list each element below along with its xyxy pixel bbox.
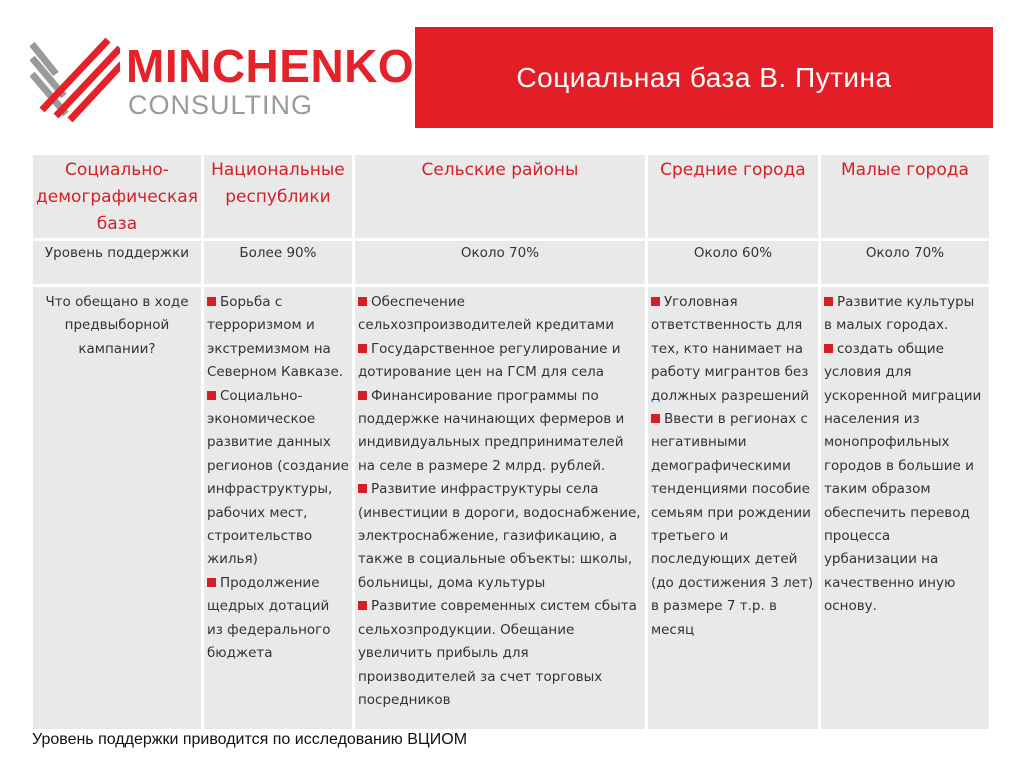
footnote: Уровень поддержки приводится по исследованию ВЦИОМ <box>32 731 468 748</box>
title-banner <box>415 27 993 128</box>
promise-item: Развитие культуры в малых городах. <box>823 294 975 334</box>
support-table <box>30 152 992 732</box>
support-level-label: Уровень поддержки <box>33 241 201 284</box>
header-medium: Средние города <box>648 155 818 238</box>
bullet-icon <box>207 297 216 306</box>
promise-item: Государственное регулирование и дотирование цен на ГСМ для села <box>357 340 621 381</box>
promise-item: Обеспечение сельхозпроизводителей кредитами <box>357 294 615 334</box>
header-small: Малые города <box>821 155 989 238</box>
logo-brand-text: MINCHENKO <box>126 40 415 92</box>
company-logo <box>30 34 415 124</box>
header-category: Социально-демографическая база <box>33 155 201 238</box>
promises-rural <box>355 287 645 729</box>
promise-item: Уголовная ответственность для тех, кто нанимает на работу мигрантов без должных разрешений <box>650 294 810 404</box>
support-level-rural: Около 70% <box>355 241 645 284</box>
bullet-icon <box>651 297 660 306</box>
promise-item: Социально-экономическое развитие данных регионов (создание инфраструктуры, рабочих мест, строительство жилья) <box>206 387 349 568</box>
promise-item: Продолжение щедрых дотаций из федерального бюджета <box>206 574 331 662</box>
promise-item: Борьба с терроризмом и экстремизмом на Северном Кавказе. <box>206 294 344 381</box>
bullet-icon <box>207 391 216 400</box>
bullet-icon <box>207 578 216 587</box>
logo-stripes-icon <box>30 34 120 124</box>
header-national: Национальные республики <box>204 155 352 238</box>
support-level-row <box>33 241 989 284</box>
bullet-icon <box>358 344 367 353</box>
page-title: Социальная база В. Путина <box>516 61 892 93</box>
bullet-icon <box>358 297 367 306</box>
bullet-icon <box>358 601 367 610</box>
promises-medium <box>648 287 818 729</box>
promise-item: Развитие современных систем сбыта сельхозпродукции. Обещание увеличить прибыль для производителей за счет торговых посредников <box>357 598 637 708</box>
support-level-national: Более 90% <box>204 241 352 284</box>
bullet-icon <box>358 391 367 400</box>
table-header-row <box>33 155 989 238</box>
promise-item: создать общие условия для ускоренной миграции населения из монопрофильных городов в большие и таким образом обеспечить перевод процесса урбанизации на качественно иную основу. <box>823 340 982 615</box>
promise-item: Ввести в регионах с негативными демографическими тенденциями пособие семьям при рождении третьего и последующих детей (до достижения 3 лет) в размере 7 т.р. в месяц <box>650 411 814 638</box>
support-level-small: Около 70% <box>821 241 989 284</box>
bullet-icon <box>824 297 833 306</box>
promise-item: Финансирование программы по поддержке начинающих фермеров и индивидуальных предпринимателей на селе в размере 2 млрд. рублей. <box>357 387 625 474</box>
bullet-icon <box>358 484 367 493</box>
promises-row <box>33 287 989 729</box>
bullet-icon <box>651 414 660 423</box>
promises-national <box>204 287 352 729</box>
bullet-icon <box>824 344 833 353</box>
header-rural: Сельские районы <box>355 155 645 238</box>
support-level-medium: Около 60% <box>648 241 818 284</box>
promises-small <box>821 287 989 729</box>
logo-sub-text: CONSULTING <box>128 90 314 120</box>
promise-item: Развитие инфраструктуры села (инвестиции в дороги, водоснабжение, электроснабжение, газификацию, а также в социальные объекты: школы, больницы, дома культуры <box>357 481 641 591</box>
promises-label: Что обещано в ходе предвыборной кампании? <box>33 287 201 729</box>
